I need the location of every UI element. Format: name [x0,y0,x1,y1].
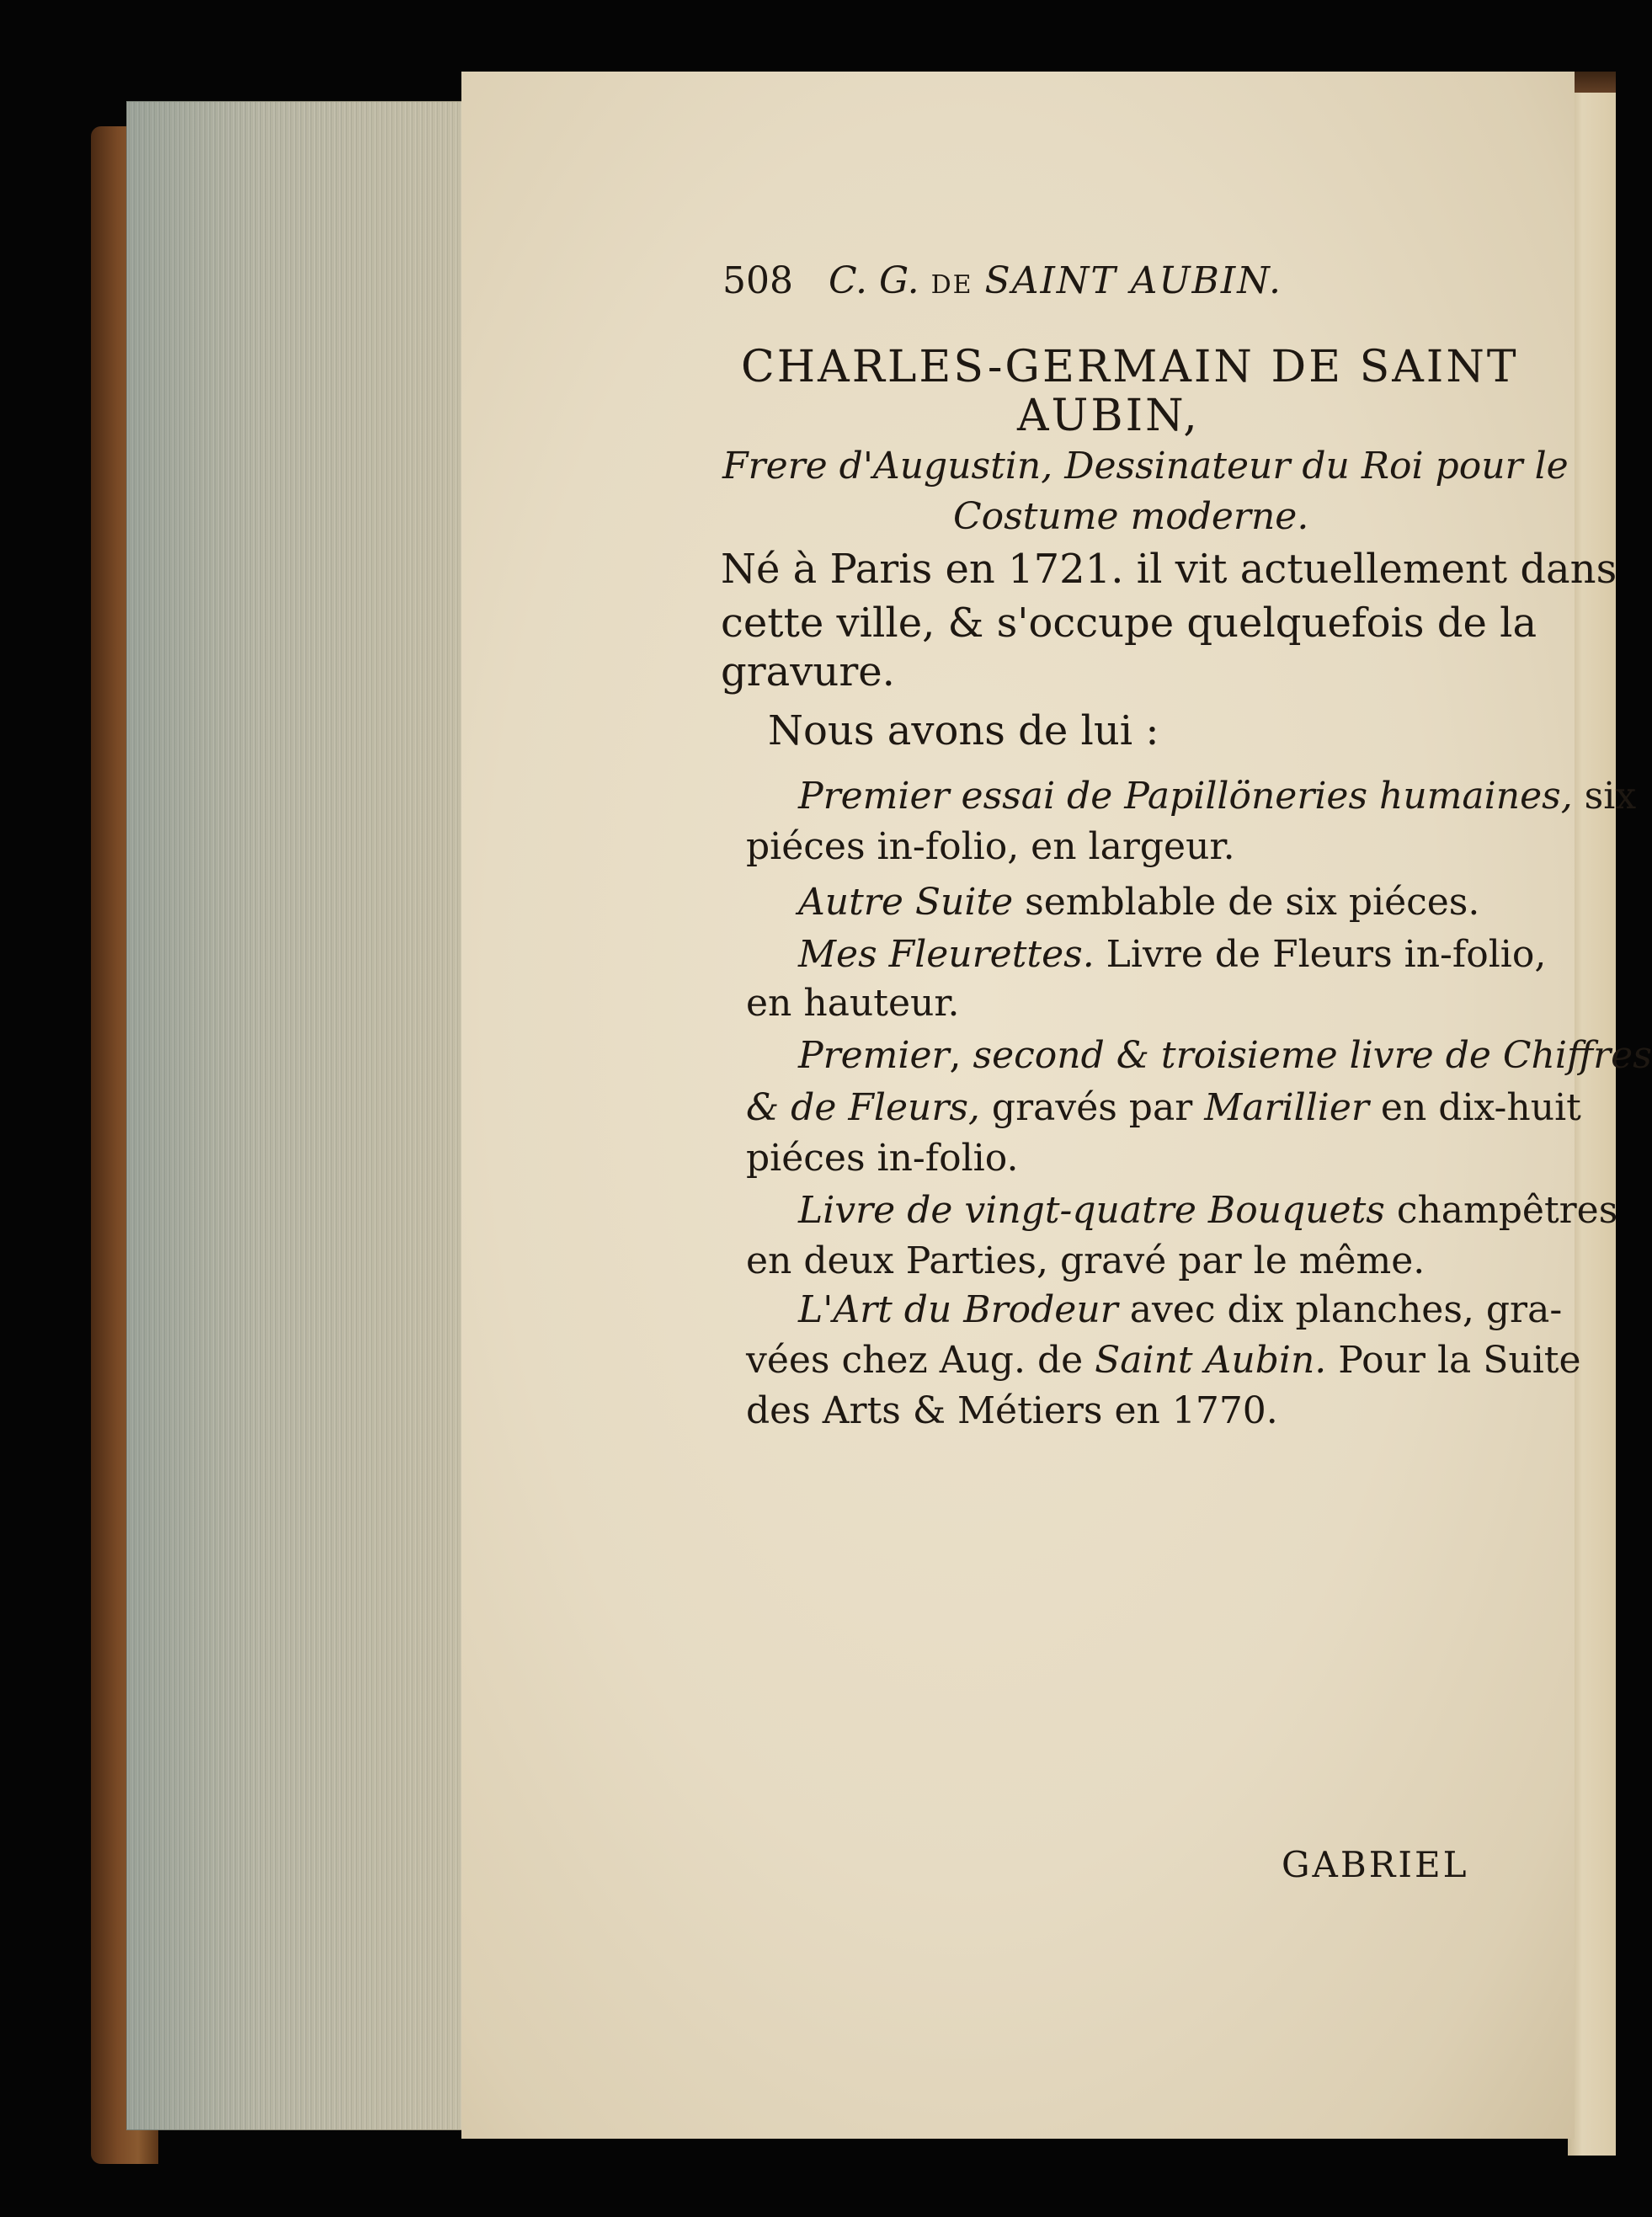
entry-subtitle-line1 [722,445,1569,488]
work-1-line-1 [798,775,1636,818]
work-1-line-2-segment-1: piéces in-folio, en largeur. [746,825,1235,868]
entry-title-line1: CHARLES-GERMAIN DE SAINT [741,342,1519,392]
work-4-line-2 [746,1086,1581,1129]
work-5-line-1 [798,1189,1617,1232]
work-1-line-2 [746,825,1235,868]
work-3-line-1-segment-1: Mes Fleurettes. [798,933,1095,976]
page-edges [126,101,463,2130]
work-6-line-1-segment-1: L'Art du Brodeur [798,1288,1118,1331]
work-4-line-3-segment-1: piéces in-folio. [746,1137,1019,1180]
page-number: 508 [722,259,793,302]
work-3-line-1 [798,933,1546,976]
work-4-line-1 [798,1034,1652,1077]
work-5-line-2 [746,1239,1425,1282]
work-6-line-1 [798,1288,1562,1331]
work-6-line-2-segment-1: vées chez Aug. de [746,1339,1095,1382]
work-6-line-3 [746,1389,1278,1432]
subtitle-frere: Frere d'Augustin [722,445,1042,488]
works-intro: Nous avons de lui : [768,707,1159,754]
work-4-line-1-segment-3: second & troisieme livre de Chiffres [973,1034,1652,1077]
work-6-line-2-segment-3: Pour la Suite [1326,1339,1581,1382]
work-1-line-1-segment-1: Premier essai de Papillöneries humaines, [798,775,1573,818]
running-head-name: SAINT AUBIN. [984,259,1282,302]
work-4-line-2-segment-4: en dix-huit [1368,1086,1581,1129]
work-6-line-2-segment-2: Saint Aubin. [1095,1339,1327,1382]
work-3-line-1-segment-2: Livre de Fleurs in-folio, [1094,933,1547,976]
work-6-line-1-segment-2: avec dix planches, gra- [1117,1288,1563,1331]
entry-title-line2: AUBIN, [1017,391,1200,441]
work-5-line-2-segment-1: en deux Parties, gravé par le même. [746,1239,1426,1282]
running-head-particle: DE [930,270,973,300]
work-6-line-2 [746,1339,1581,1382]
bio-line-1: Né à Paris en 1721. il vit actuellement dans [721,546,1617,593]
bio-line-2: cette ville, & s'occupe quelquefois de la [721,600,1537,647]
work-2-line-1-segment-1: Autre Suite [798,881,1014,924]
work-5-line-1-segment-1: Livre de vingt-quatre Bouquets [798,1189,1385,1232]
running-head-initials: C. G. [828,259,919,302]
work-4-line-2-segment-1: & de Fleurs, [746,1086,980,1129]
catchword: GABRIEL [1282,1844,1469,1885]
bio-line-3: gravure. [721,648,895,695]
work-4-line-1-segment-1: Premier [798,1034,950,1077]
work-2-line-1-segment-2: semblable de six piéces. [1013,881,1480,924]
work-2-line-1 [798,881,1479,924]
work-4-line-2-segment-2: gravés par [979,1086,1205,1129]
work-4-line-1-segment-2: , [949,1034,973,1077]
work-3-line-2 [746,982,960,1025]
running-head [722,259,1282,302]
work-6-line-3-segment-1: des Arts & Métiers en 1770. [746,1389,1278,1432]
work-1-line-1-segment-2: six [1572,775,1637,818]
work-5-line-1-segment-2: champêtres [1384,1189,1618,1232]
work-4-line-3 [746,1137,1018,1180]
subtitle-dessinateur: , Dessinateur du Roi pour le [1041,445,1569,488]
work-3-line-2-segment-1: en hauteur. [746,982,960,1025]
work-4-line-2-segment-3: Marillier [1204,1086,1369,1129]
entry-subtitle-line2: Costume moderne. [953,495,1309,538]
